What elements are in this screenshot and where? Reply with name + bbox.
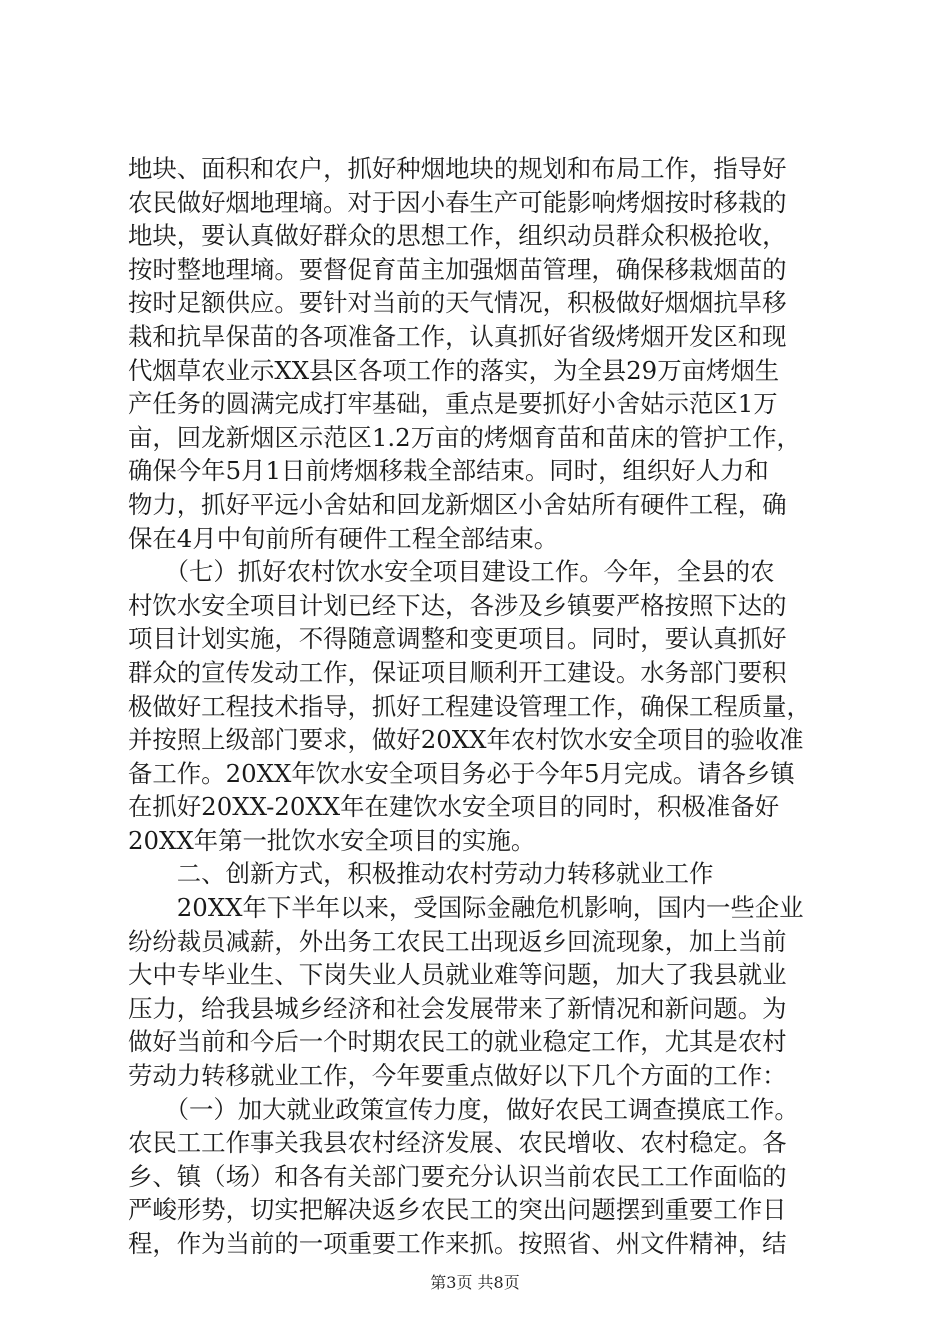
text-line: 劳动力转移就业工作，今年要重点做好以下几个方面的工作： [128, 1061, 787, 1091]
text-line: 物力，抓好平远小舍姑和回龙新烟区小舍姑所有硬件工程，确 [128, 489, 787, 519]
text-line: 栽和抗旱保苗的各项准备工作，认真抓好省级烤烟开发区和现 [128, 321, 787, 351]
text-line: （一）加大就业政策宣传力度，做好农民工调查摸底工作。 [128, 1094, 799, 1124]
text-line: 20XX年下半年以来，受国际金融危机影响，国内一些企业 [128, 893, 804, 923]
text-line: 按时足额供应。要针对当前的天气情况，积极做好烟烟抗旱移 [128, 288, 787, 318]
text-line: 确保今年5月1日前烤烟移栽全部结束。同时，组织好人力和 [128, 456, 769, 486]
text-line: 产任务的圆满完成打牢基础，重点是要抓好小舍姑示范区1万 [128, 389, 778, 419]
text-line: 群众的宣传发动工作，保证项目顺利开工建设。水务部门要积 [128, 657, 787, 687]
text-line: （七）抓好农村饮水安全项目建设工作。今年，全县的农 [128, 557, 775, 587]
text-line: 代烟草农业示XX县区各项工作的落实，为全县29万亩烤烟生 [128, 355, 780, 385]
text-line: 极做好工程技术指导，抓好工程建设管理工作，确保工程质量， [128, 691, 811, 721]
text-line: 并按照上级部门要求，做好20XX年农村饮水安全项目的验收准 [128, 725, 804, 755]
text-line: 地块，要认真做好群众的思想工作，组织动员群众积极抢收， [128, 221, 787, 251]
text-line: 农民工工作事关我县农村经济发展、农民增收、农村稳定。各 [128, 1128, 787, 1158]
text-line: 亩，回龙新烟区示范区1.2万亩的烤烟育苗和苗床的管护工作， [128, 422, 801, 452]
text-line: 乡、镇（场）和各有关部门要充分认识当前农民工工作面临的 [128, 1161, 787, 1191]
text-line: 村饮水安全项目计划已经下达，各涉及乡镇要严格按照下达的 [128, 590, 787, 620]
text-line: 压力，给我县城乡经济和社会发展带来了新情况和新问题。为 [128, 993, 787, 1023]
text-line: 项目计划实施，不得随意调整和变更项目。同时，要认真抓好 [128, 624, 787, 654]
text-line: 程，作为当前的一项重要工作来抓。按照省、州文件精神，结 [128, 1229, 787, 1258]
page-number-footer: 第3页 共8页 [430, 1273, 520, 1292]
text-line: 保在4月中旬前所有硬件工程全部结束。 [128, 523, 559, 553]
text-line: 在抓好20XX-20XX年在建饮水安全项目的同时，积极准备好 [128, 792, 780, 822]
text-line: 按时整地理墒。要督促育苗主加强烟苗管理，确保移栽烟苗的 [128, 254, 787, 284]
text-line: 20XX年第一批饮水安全项目的实施。 [128, 825, 536, 855]
text-line: 备工作。20XX年饮水安全项目务必于今年5月完成。请各乡镇 [128, 758, 795, 788]
text-line: 大中专毕业生、下岗失业人员就业难等问题，加大了我县就业 [128, 960, 787, 990]
text-line: 严峻形势，切实把解决返乡农民工的突出问题摆到重要工作日 [128, 1195, 787, 1225]
text-line: 地块、面积和农户，抓好种烟地块的规划和布局工作，指导好 [128, 154, 787, 183]
section-heading: 二、创新方式，积极推动农村劳动力转移就业工作 [128, 859, 714, 889]
text-line: 农民做好烟地理墒。对于因小春生产可能影响烤烟按时移栽的 [128, 187, 787, 217]
document-body [128, 152, 848, 1261]
text-line: 做好当前和今后一个时期农民工的就业稳定工作，尤其是农村 [128, 1027, 787, 1057]
text-line: 纷纷裁员减薪，外出务工农民工出现返乡回流现象，加上当前 [128, 926, 787, 956]
